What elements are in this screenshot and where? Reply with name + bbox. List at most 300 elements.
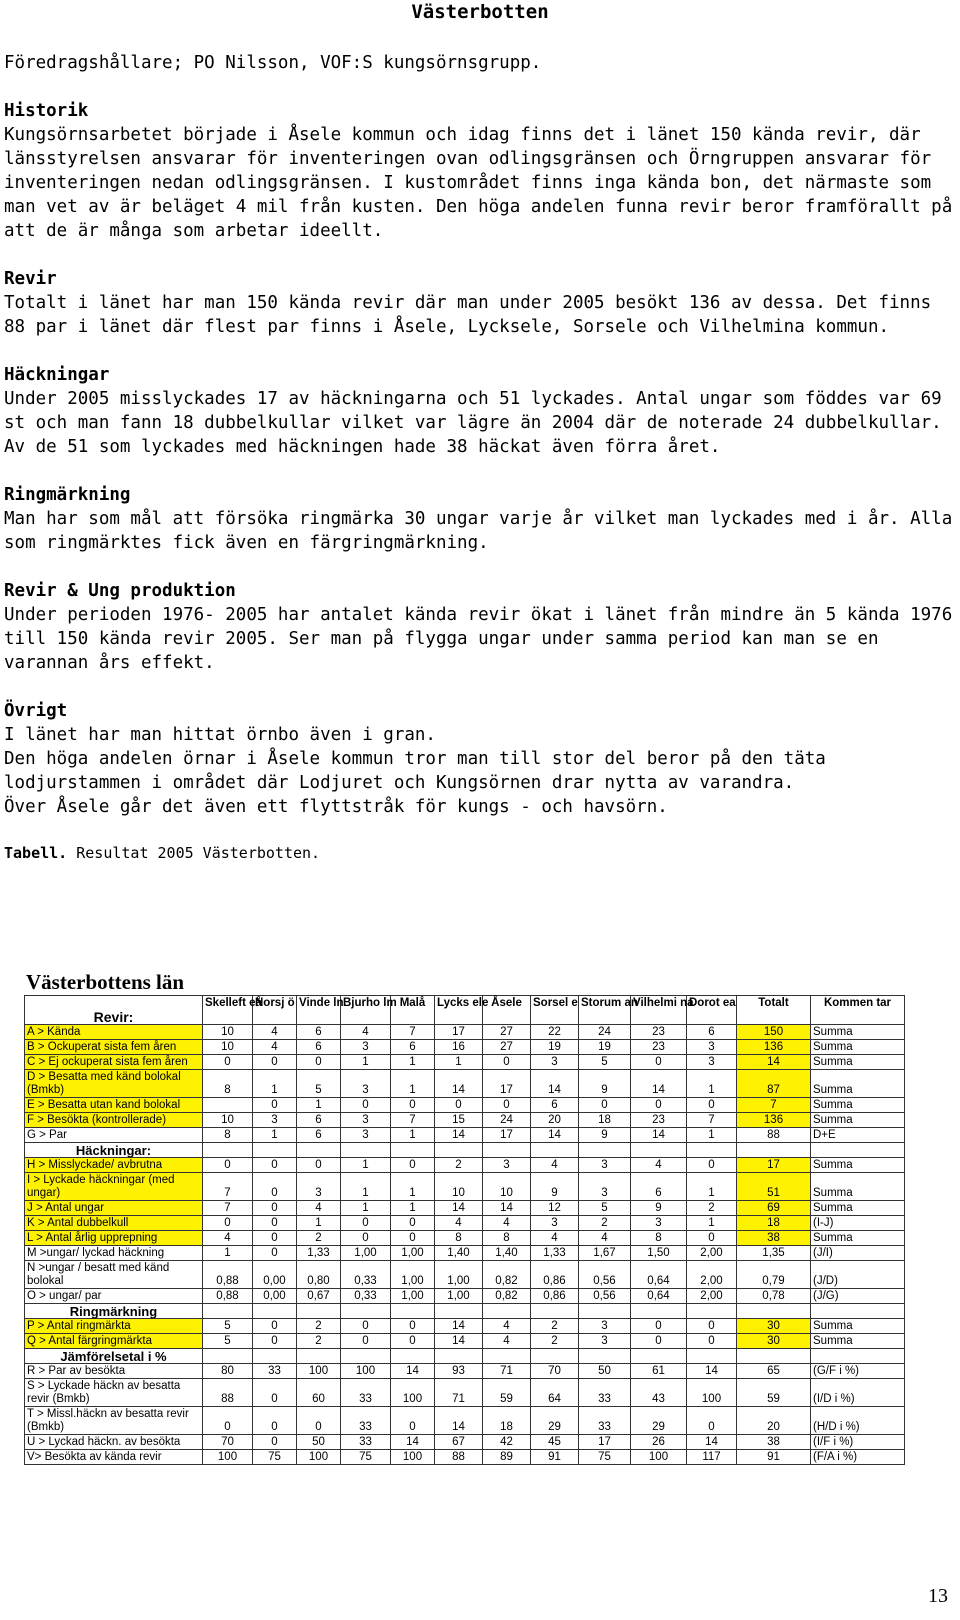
value-cell: 3 [297, 1173, 341, 1201]
comment-cell: Summa [811, 1113, 905, 1128]
value-cell: 33 [579, 1407, 631, 1435]
value-cell: 14 [531, 1128, 579, 1143]
section-heading: Övrigt [4, 701, 68, 721]
value-cell: 0,80 [297, 1261, 341, 1289]
table-row [25, 1025, 905, 1040]
value-cell: 100 [391, 1379, 435, 1407]
value-cell: 1 [253, 1128, 297, 1143]
value-cell: 3 [687, 1055, 737, 1070]
comment-cell: Summa [811, 1231, 905, 1246]
row-label: V> Besökta av kända revir [25, 1450, 203, 1465]
empty-cell [341, 1143, 391, 1158]
value-cell: 0 [341, 1216, 391, 1231]
empty-cell [253, 1349, 297, 1364]
value-cell: 3 [531, 1216, 579, 1231]
comment-cell: (J/G) [811, 1289, 905, 1304]
empty-cell [737, 1349, 811, 1364]
column-header: Vinde ln [297, 996, 341, 1025]
table-row [25, 1407, 905, 1435]
section-label: Ringmärkning [25, 1304, 203, 1319]
value-cell: 1,40 [435, 1246, 483, 1261]
total-cell: 0,78 [737, 1289, 811, 1304]
empty-cell [297, 1349, 341, 1364]
value-cell: 1 [391, 1173, 435, 1201]
row-label: I > Lyckade häckningar (med ungar) [25, 1173, 203, 1201]
total-cell: 17 [737, 1158, 811, 1173]
value-cell: 2 [531, 1334, 579, 1349]
section [4, 579, 954, 675]
value-cell: 0,56 [579, 1261, 631, 1289]
value-cell: 14 [435, 1334, 483, 1349]
value-cell: 0 [631, 1055, 687, 1070]
value-cell: 0 [579, 1098, 631, 1113]
value-cell: 117 [687, 1450, 737, 1465]
value-cell: 2 [297, 1319, 341, 1334]
value-cell: 3 [483, 1158, 531, 1173]
value-cell: 8 [203, 1070, 253, 1098]
value-cell: 2,00 [687, 1289, 737, 1304]
row-label: M >ungar/ lyckad häckning [25, 1246, 203, 1261]
value-cell: 14 [435, 1319, 483, 1334]
value-cell: 42 [483, 1435, 531, 1450]
value-cell: 4 [531, 1158, 579, 1173]
comment-cell: D+E [811, 1128, 905, 1143]
row-label: T > Missl.häckn av besatta revir (Bmkb) [25, 1407, 203, 1435]
value-cell: 6 [687, 1025, 737, 1040]
column-header: Storum an [579, 996, 631, 1025]
total-cell: 18 [737, 1216, 811, 1231]
table-row [25, 1158, 905, 1173]
empty-cell [579, 1349, 631, 1364]
row-label: S > Lyckade häckn av besatta revir (Bmkb) [25, 1379, 203, 1407]
row-label: R > Par av besökta [25, 1364, 203, 1379]
empty-cell [483, 1349, 531, 1364]
value-cell: 0,00 [253, 1261, 297, 1289]
comment-cell: (I/D i %) [811, 1379, 905, 1407]
row-label: J > Antal ungar [25, 1201, 203, 1216]
caption-label: Tabell. [4, 844, 68, 862]
value-cell: 0 [297, 1055, 341, 1070]
value-cell: 4 [253, 1040, 297, 1055]
value-cell: 0,88 [203, 1261, 253, 1289]
empty-cell [203, 1143, 253, 1158]
value-cell: 23 [631, 1040, 687, 1055]
value-cell: 2 [297, 1334, 341, 1349]
value-cell: 9 [531, 1173, 579, 1201]
row-label: A > Kända [25, 1025, 203, 1040]
header-revir: Revir: [25, 996, 203, 1025]
empty-cell [435, 1349, 483, 1364]
value-cell: 100 [631, 1450, 687, 1465]
table-row [25, 1435, 905, 1450]
value-cell: 27 [483, 1040, 531, 1055]
section-text: Totalt i länet har man 150 kända revir där man under 2005 besökt 136 av dessa. Det finns 88 par i länet där flest par finns i Åsele, Lycksele, Sorsele och Vilhelmina kommun. [4, 293, 932, 337]
comment-cell: (G/F i %) [811, 1364, 905, 1379]
value-cell: 100 [341, 1364, 391, 1379]
sections [4, 99, 954, 675]
section-label: Häckningar: [25, 1143, 203, 1158]
comment-cell: Summa [811, 1334, 905, 1349]
value-cell: 8 [435, 1231, 483, 1246]
value-cell: 6 [531, 1098, 579, 1113]
value-cell: 89 [483, 1450, 531, 1465]
value-cell: 0 [253, 1334, 297, 1349]
value-cell: 1,00 [435, 1261, 483, 1289]
table-section-row [25, 1143, 905, 1158]
empty-cell [531, 1349, 579, 1364]
table-row [25, 1334, 905, 1349]
value-cell: 14 [391, 1364, 435, 1379]
value-cell: 4 [483, 1334, 531, 1349]
row-label: B > Ockuperat sista fem åren [25, 1040, 203, 1055]
value-cell: 0 [687, 1319, 737, 1334]
ovrigt-line: Den höga andelen örnar i Åsele kommun tror man till stor del beror på den täta lodjurstammen i området där Lodjuret och Kungsörnen drar nytta av varandra. [4, 749, 826, 793]
row-label: K > Antal dubbelkull [25, 1216, 203, 1231]
row-label: C > Ej ockuperat sista fem åren [25, 1055, 203, 1070]
row-label: O > ungar/ par [25, 1289, 203, 1304]
value-cell: 4 [483, 1319, 531, 1334]
table-row [25, 1055, 905, 1070]
table-row [25, 1231, 905, 1246]
total-cell: 65 [737, 1364, 811, 1379]
value-cell: 67 [435, 1435, 483, 1450]
total-cell: 51 [737, 1173, 811, 1201]
value-cell: 1 [391, 1201, 435, 1216]
value-cell: 0 [253, 1246, 297, 1261]
comment-cell: Summa [811, 1025, 905, 1040]
value-cell: 0 [391, 1334, 435, 1349]
empty-cell [203, 1304, 253, 1319]
value-cell: 9 [579, 1128, 631, 1143]
value-cell: 0 [253, 1379, 297, 1407]
section [4, 363, 954, 459]
value-cell: 14 [435, 1201, 483, 1216]
value-cell: 1 [341, 1173, 391, 1201]
lead-paragraph: Föredragshållare; PO Nilsson, VOF:S kungsörnsgrupp. [4, 53, 542, 73]
value-cell: 3 [579, 1158, 631, 1173]
total-cell: 59 [737, 1379, 811, 1407]
value-cell: 16 [435, 1040, 483, 1055]
empty-cell [737, 1143, 811, 1158]
value-cell: 1,00 [391, 1246, 435, 1261]
value-cell: 4 [253, 1025, 297, 1040]
value-cell: 1,67 [579, 1246, 631, 1261]
value-cell: 1 [341, 1201, 391, 1216]
value-cell: 10 [435, 1173, 483, 1201]
value-cell: 33 [341, 1407, 391, 1435]
comment-cell: (H/D i %) [811, 1407, 905, 1435]
value-cell: 0 [253, 1216, 297, 1231]
value-cell: 14 [631, 1128, 687, 1143]
page-number: 13 [928, 1585, 948, 1607]
empty-cell [531, 1143, 579, 1158]
value-cell: 4 [579, 1231, 631, 1246]
empty-cell [253, 1304, 297, 1319]
value-cell: 1 [297, 1216, 341, 1231]
value-cell [203, 1098, 253, 1113]
section-text: Man har som mål att försöka ringmärka 30 ungar varje år vilket man lyckades med i år. Alla som ringmärktes fick även en färgringmärkning. [4, 509, 953, 553]
value-cell: 0,00 [253, 1289, 297, 1304]
value-cell: 20 [531, 1113, 579, 1128]
value-cell: 0 [391, 1158, 435, 1173]
table-row [25, 1216, 905, 1231]
value-cell: 0 [341, 1231, 391, 1246]
value-cell: 2 [531, 1319, 579, 1334]
comment-cell: Summa [811, 1319, 905, 1334]
comment-cell: Summa [811, 1098, 905, 1113]
table-row [25, 1040, 905, 1055]
value-cell: 10 [203, 1025, 253, 1040]
value-cell: 17 [579, 1435, 631, 1450]
value-cell: 64 [531, 1379, 579, 1407]
section-text: Under 2005 misslyckades 17 av häckningarna och 51 lyckades. Antal ungar som föddes var 69 st och man fann 18 dubbelkullar vilket var lägre än 2004 där de noterade 24 dubbelkullar. Av de 51 som lyckades med häckningen hade 38 häckat även förra året. [4, 389, 942, 457]
caption-text: Resultat 2005 Västerbotten. [67, 844, 321, 862]
value-cell: 5 [297, 1070, 341, 1098]
results-table [24, 995, 905, 1465]
value-cell: 6 [297, 1040, 341, 1055]
value-cell: 1 [203, 1246, 253, 1261]
value-cell: 18 [579, 1113, 631, 1128]
value-cell: 0,64 [631, 1261, 687, 1289]
value-cell: 1,33 [531, 1246, 579, 1261]
value-cell: 0 [253, 1201, 297, 1216]
value-cell: 71 [483, 1364, 531, 1379]
value-cell: 0 [391, 1407, 435, 1435]
value-cell: 29 [631, 1407, 687, 1435]
value-cell: 15 [435, 1113, 483, 1128]
comment-cell: Summa [811, 1173, 905, 1201]
value-cell: 2 [297, 1231, 341, 1246]
empty-cell [579, 1143, 631, 1158]
column-header: Norsj ö [253, 996, 297, 1025]
table-section-row [25, 1349, 905, 1364]
value-cell: 14 [435, 1128, 483, 1143]
value-cell: 100 [297, 1450, 341, 1465]
empty-cell [811, 1349, 905, 1364]
row-label: H > Misslyckade/ avbrutna [25, 1158, 203, 1173]
section-heading: Häckningar [4, 365, 110, 385]
column-header: Totalt [737, 996, 811, 1025]
total-cell: 38 [737, 1231, 811, 1246]
column-header: Bjurho lm [341, 996, 391, 1025]
value-cell: 3 [579, 1173, 631, 1201]
value-cell: 7 [391, 1113, 435, 1128]
value-cell: 0,82 [483, 1289, 531, 1304]
value-cell: 3 [579, 1334, 631, 1349]
value-cell: 0,33 [341, 1261, 391, 1289]
empty-cell [531, 1304, 579, 1319]
value-cell: 45 [531, 1435, 579, 1450]
value-cell: 6 [631, 1173, 687, 1201]
value-cell: 100 [687, 1379, 737, 1407]
total-cell: 14 [737, 1055, 811, 1070]
table-row [25, 1450, 905, 1465]
value-cell: 0 [253, 1319, 297, 1334]
value-cell: 1,33 [297, 1246, 341, 1261]
value-cell: 0,67 [297, 1289, 341, 1304]
results-table-block [24, 969, 904, 1465]
value-cell: 75 [341, 1450, 391, 1465]
value-cell: 0 [253, 1435, 297, 1450]
value-cell: 7 [391, 1025, 435, 1040]
column-header: Dorot ea [687, 996, 737, 1025]
ovrigt-line: I länet har man hittat örnbo även i gran. [4, 725, 436, 745]
empty-cell [391, 1143, 435, 1158]
total-cell: 136 [737, 1040, 811, 1055]
value-cell: 3 [631, 1216, 687, 1231]
value-cell: 0 [391, 1098, 435, 1113]
value-cell: 1 [687, 1173, 737, 1201]
column-header: Sorsel e [531, 996, 579, 1025]
value-cell: 10 [203, 1040, 253, 1055]
value-cell: 7 [203, 1201, 253, 1216]
value-cell: 4 [435, 1216, 483, 1231]
value-cell: 26 [631, 1435, 687, 1450]
empty-cell [687, 1349, 737, 1364]
row-label: E > Besatta utan kand bolokal [25, 1098, 203, 1113]
value-cell: 0 [203, 1407, 253, 1435]
value-cell: 75 [579, 1450, 631, 1465]
value-cell: 0 [297, 1158, 341, 1173]
section-heading: Revir [4, 269, 57, 289]
value-cell: 60 [297, 1379, 341, 1407]
section-heading: Ringmärkning [4, 485, 131, 505]
total-cell: 30 [737, 1334, 811, 1349]
value-cell: 14 [631, 1070, 687, 1098]
value-cell: 0 [297, 1407, 341, 1435]
empty-cell [341, 1304, 391, 1319]
comment-cell: Summa [811, 1201, 905, 1216]
empty-cell [435, 1143, 483, 1158]
empty-cell [435, 1304, 483, 1319]
value-cell: 0,82 [483, 1261, 531, 1289]
total-cell: 150 [737, 1025, 811, 1040]
value-cell: 9 [579, 1070, 631, 1098]
body-text [4, 51, 954, 863]
value-cell: 0 [687, 1158, 737, 1173]
value-cell: 0 [203, 1158, 253, 1173]
section-ovrigt [4, 699, 954, 819]
section [4, 483, 954, 555]
table-section-row [25, 1304, 905, 1319]
value-cell: 0 [341, 1319, 391, 1334]
table-row [25, 1246, 905, 1261]
row-label: F > Besökta (kontrollerade) [25, 1113, 203, 1128]
value-cell: 3 [579, 1319, 631, 1334]
value-cell: 0 [203, 1055, 253, 1070]
value-cell: 27 [483, 1025, 531, 1040]
total-cell: 20 [737, 1407, 811, 1435]
empty-cell [483, 1304, 531, 1319]
table-row [25, 1379, 905, 1407]
value-cell: 5 [203, 1319, 253, 1334]
value-cell: 6 [297, 1113, 341, 1128]
value-cell: 4 [483, 1216, 531, 1231]
value-cell: 14 [435, 1070, 483, 1098]
empty-cell [483, 1143, 531, 1158]
total-cell: 88 [737, 1128, 811, 1143]
value-cell: 88 [203, 1379, 253, 1407]
empty-cell [687, 1304, 737, 1319]
value-cell: 1 [341, 1055, 391, 1070]
comment-cell: (J/I) [811, 1246, 905, 1261]
table-row [25, 1070, 905, 1098]
empty-cell [631, 1304, 687, 1319]
value-cell: 0 [253, 1055, 297, 1070]
total-cell: 30 [737, 1319, 811, 1334]
value-cell: 61 [631, 1364, 687, 1379]
empty-cell [391, 1304, 435, 1319]
value-cell: 4 [631, 1158, 687, 1173]
value-cell: 70 [203, 1435, 253, 1450]
comment-cell: (F/A i %) [811, 1450, 905, 1465]
page-title: Västerbotten [411, 1, 549, 23]
value-cell: 0 [391, 1216, 435, 1231]
value-cell: 0 [631, 1334, 687, 1349]
value-cell: 14 [531, 1070, 579, 1098]
value-cell: 3 [531, 1055, 579, 1070]
value-cell: 71 [435, 1379, 483, 1407]
empty-cell [253, 1143, 297, 1158]
column-header: Kommen tar [811, 996, 905, 1025]
column-header: Skelleft eå [203, 996, 253, 1025]
value-cell: 17 [483, 1128, 531, 1143]
value-cell: 24 [483, 1113, 531, 1128]
value-cell: 0 [253, 1158, 297, 1173]
value-cell: 6 [297, 1025, 341, 1040]
value-cell: 1 [435, 1055, 483, 1070]
row-label: P > Antal ringmärkta [25, 1319, 203, 1334]
value-cell: 33 [341, 1379, 391, 1407]
table-row [25, 1289, 905, 1304]
column-header: Malå [391, 996, 435, 1025]
value-cell: 0 [483, 1055, 531, 1070]
total-cell: 7 [737, 1098, 811, 1113]
table-caption [4, 843, 954, 863]
value-cell: 2 [687, 1201, 737, 1216]
total-cell: 38 [737, 1435, 811, 1450]
value-cell: 1 [297, 1098, 341, 1113]
value-cell: 2,00 [687, 1246, 737, 1261]
row-label: D > Besatta med känd bolokal (Bmkb) [25, 1070, 203, 1098]
value-cell: 5 [579, 1055, 631, 1070]
comment-cell: Summa [811, 1070, 905, 1098]
value-cell: 1 [391, 1128, 435, 1143]
value-cell: 4 [203, 1231, 253, 1246]
value-cell: 1,50 [631, 1246, 687, 1261]
value-cell: 1 [687, 1070, 737, 1098]
empty-cell [341, 1349, 391, 1364]
value-cell: 0,64 [631, 1289, 687, 1304]
table-row [25, 1261, 905, 1289]
ovrigt-line: Över Åsele går det även ett flyttstråk för kungs - och havsörn. [4, 797, 668, 817]
table-row [25, 1173, 905, 1201]
row-label: N >ungar / besatt med känd bolokal [25, 1261, 203, 1289]
comment-cell: (I-J) [811, 1216, 905, 1231]
row-label: U > Lyckad häckn. av besökta [25, 1435, 203, 1450]
value-cell: 4 [341, 1025, 391, 1040]
row-label: G > Par [25, 1128, 203, 1143]
value-cell: 33 [579, 1379, 631, 1407]
value-cell: 2,00 [687, 1261, 737, 1289]
empty-cell [297, 1143, 341, 1158]
row-label: Q > Antal färgringmärkta [25, 1334, 203, 1349]
value-cell: 17 [483, 1070, 531, 1098]
value-cell: 1 [687, 1128, 737, 1143]
value-cell: 7 [203, 1173, 253, 1201]
section [4, 267, 954, 339]
value-cell: 14 [483, 1201, 531, 1216]
